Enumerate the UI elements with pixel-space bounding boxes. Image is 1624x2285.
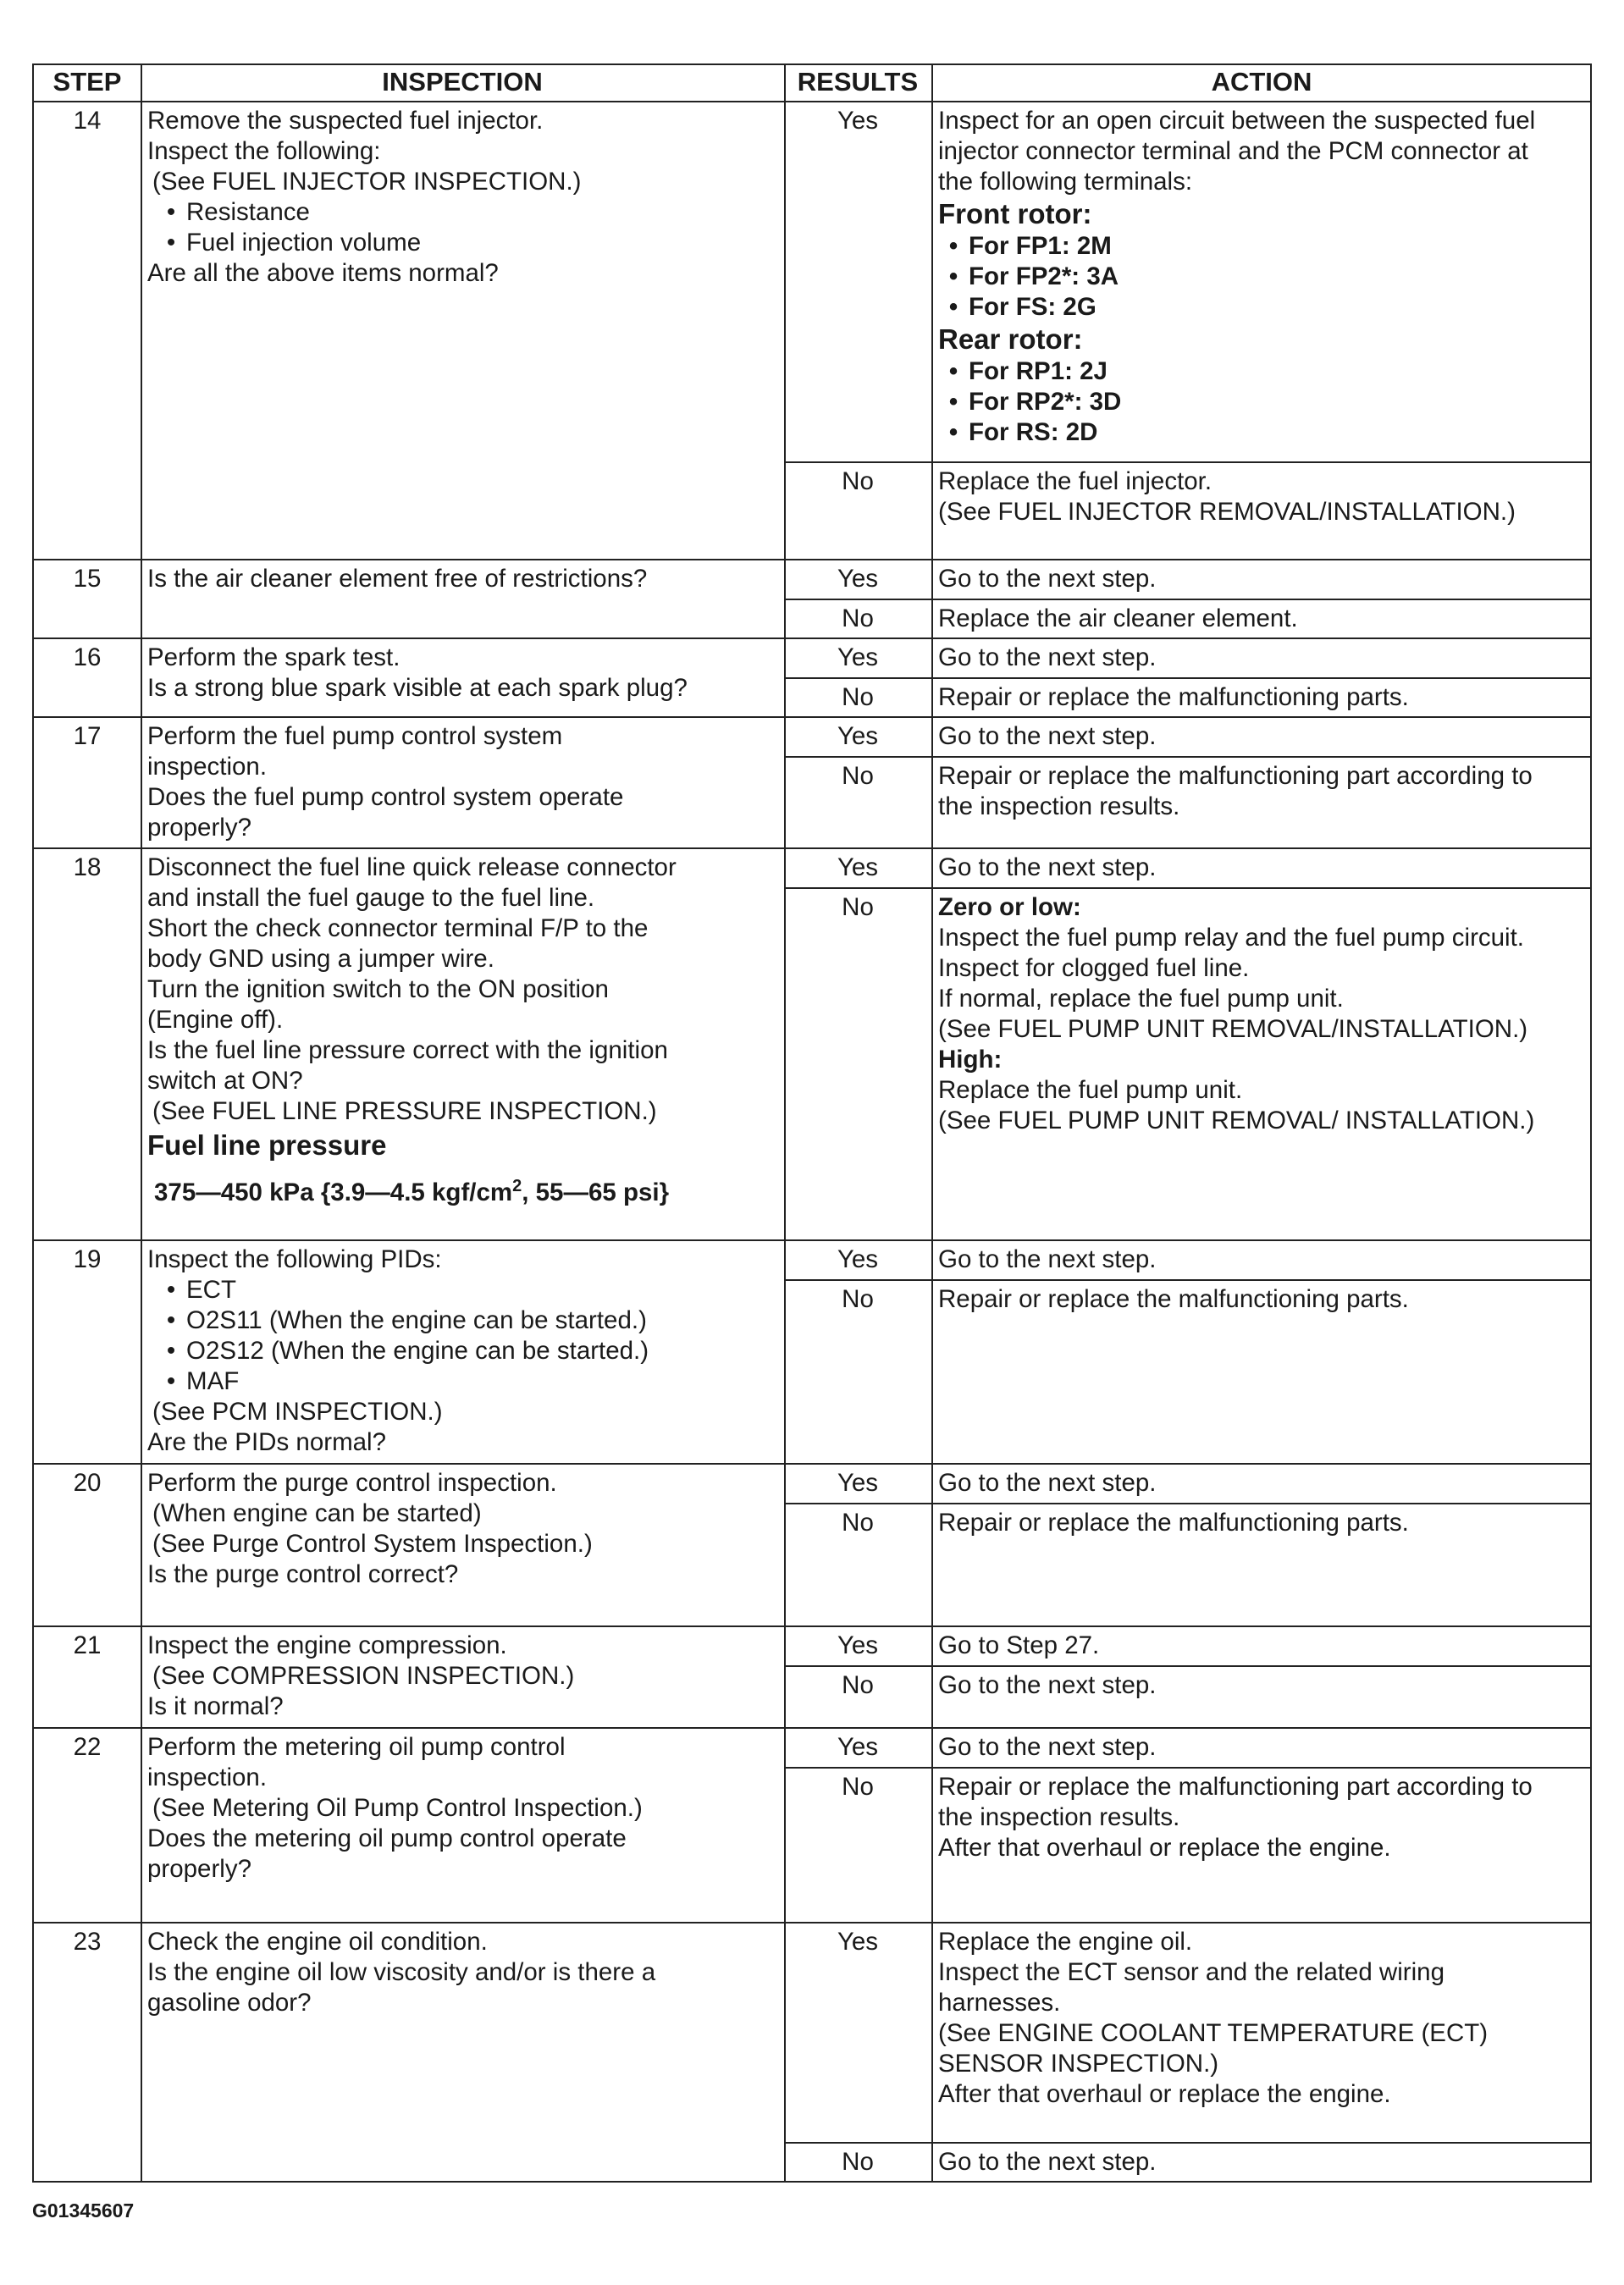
terminal-item: • For RP1: 2J [938,356,1585,387]
inspection-line: and install the fuel gauge to the fuel line. [147,884,595,912]
fuel-pressure-heading: Fuel line pressure [147,1129,387,1161]
action-line: Replace the fuel injector. [938,467,1212,495]
result-yes: Yes [837,853,879,881]
action-cell [931,1772,1592,1863]
action-line: Inspect the fuel pump relay and the fuel pump circuit. [938,924,1524,952]
result-yes: Yes [837,1245,879,1273]
action-line: (See FUEL PUMP UNIT REMOVAL/ INSTALLATION.) [938,1107,1535,1134]
step-number: 16 [73,643,102,671]
row-divider [34,1463,1590,1465]
fuel-pressure-value [147,1171,777,1208]
result-yes: Yes [837,565,879,593]
action-line: If normal, replace the fuel pump unit. [938,985,1344,1013]
zero-low-heading: Zero or low: [938,893,1081,921]
inspection-cell [141,853,784,1208]
inspection-line: Short the check connector terminal F/P to the [147,914,649,942]
action-cell [931,1927,1592,2110]
action-line: Repair or replace the malfunctioning part according to [938,762,1533,790]
action-line: Inspect for an open circuit between the suspected fuel [938,107,1536,135]
inspection-bullet: • O2S11 (When the engine can be started.) [147,1305,777,1336]
inspection-line: Is it normal? [147,1692,284,1720]
action-line: Repair or replace the malfunctioning parts. [938,1509,1409,1537]
inspection-line: (See FUEL LINE PRESSURE INSPECTION.) [152,1097,657,1125]
result-yes: Yes [837,643,879,671]
row-divider [34,1922,1590,1923]
action-line: Go to the next step. [938,1733,1157,1761]
header-inspection: INSPECTION [382,67,543,97]
sub-row-divider [784,599,1590,600]
sub-row-divider [784,1503,1590,1504]
inspection-line: Does the fuel pump control system operate [147,783,624,811]
row-divider [34,1625,1590,1627]
inspection-bullet: • Fuel injection volume [147,228,777,258]
sub-row-divider [784,461,1590,463]
step-number: 23 [73,1928,102,1956]
result-no: No [842,1509,874,1537]
row-divider [34,847,1590,849]
header-results: RESULTS [797,67,919,97]
step-number: 21 [73,1631,102,1659]
diagnostic-table [32,63,1592,2183]
row-divider [34,1239,1590,1241]
inspection-line: Turn the ignition switch to the ON position [147,975,609,1003]
rear-rotor-heading: Rear rotor: [938,323,1083,355]
terminal-item: • For FS: 2G [938,292,1585,323]
inspection-cell [141,1631,784,1722]
sub-row-divider [784,756,1590,758]
inspection-line: Are the PIDs normal? [147,1428,387,1456]
result-no: No [842,1773,874,1801]
action-line: Go to the next step. [938,1671,1157,1699]
action-line: the inspection results. [938,1803,1180,1831]
inspection-line: Inspect the following: [147,137,381,165]
step-number: 19 [73,1245,102,1273]
row-divider [34,637,1590,639]
result-yes: Yes [837,1469,879,1497]
action-line: Go to the next step. [938,643,1157,671]
inspection-line: Is the fuel line pressure correct with the ignition [147,1036,668,1064]
figure-code: G01345607 [32,2199,135,2222]
action-line: SENSOR INSPECTION.) [938,2050,1219,2078]
result-yes: Yes [837,722,879,750]
inspection-line: Is the air cleaner element free of restrictions? [147,565,648,593]
result-no: No [842,1285,874,1313]
inspection-line: properly? [147,814,251,842]
action-line: After that overhaul or replace the engine. [938,2080,1391,2108]
result-no: No [842,604,874,632]
result-no: No [842,1671,874,1699]
step-number: 14 [73,107,102,135]
inspection-line: (See Purge Control System Inspection.) [152,1530,593,1558]
inspection-line: inspection. [147,1763,268,1791]
inspection-bullet: • ECT [147,1275,777,1305]
pressure-value-part: , 55—65 psi} [522,1178,670,1206]
inspection-line: Perform the fuel pump control system [147,722,563,750]
action-line: Go to the next step. [938,1245,1157,1273]
inspection-line: body GND using a jumper wire. [147,945,494,973]
action-line: (See FUEL PUMP UNIT REMOVAL/INSTALLATION.) [938,1015,1528,1043]
sub-row-divider [784,1665,1590,1667]
inspection-line: Perform the spark test. [147,643,400,671]
step-number: 22 [73,1733,102,1761]
sub-row-divider [784,2142,1590,2144]
inspection-cell [141,1732,784,1885]
action-line: Go to the next step. [938,2148,1157,2176]
row-divider [34,1727,1590,1729]
action-line: harnesses. [938,1989,1061,2017]
result-no: No [842,467,874,495]
action-cell [931,761,1592,822]
action-line: Replace the engine oil. [938,1928,1193,1956]
inspection-line: gasoline odor? [147,1989,312,2017]
result-no: No [842,762,874,790]
col-divider [784,65,786,2181]
action-line: Inspect the ECT sensor and the related wiring [938,1958,1444,1986]
action-line: injector connector terminal and the PCM connector at [938,137,1528,165]
terminal-item: • For FP2*: 3A [938,262,1585,292]
result-no: No [842,2148,874,2176]
inspection-line: properly? [147,1855,251,1883]
pressure-value-part: 375—450 kPa {3.9—4.5 kgf/cm [154,1178,513,1206]
inspection-bullet: • Resistance [147,197,777,228]
inspection-line: (See FUEL INJECTOR INSPECTION.) [152,168,582,196]
inspection-line: Remove the suspected fuel injector. [147,107,544,135]
inspection-line: Does the metering oil pump control operate [147,1824,627,1852]
inspection-line: (See Metering Oil Pump Control Inspection.) [152,1794,643,1822]
action-line: Repair or replace the malfunctioning parts. [938,1285,1409,1313]
inspection-cell [141,643,784,704]
inspection-cell [141,721,784,843]
inspection-line: inspection. [147,753,268,781]
result-yes: Yes [837,107,879,135]
inspection-line: Perform the purge control inspection. [147,1469,557,1497]
step-number: 17 [73,722,102,750]
inspection-bullet: • MAF [147,1366,777,1397]
action-line: Repair or replace the malfunctioning parts. [938,683,1409,711]
action-line: (See ENGINE COOLANT TEMPERATURE (ECT) [938,2019,1489,2047]
inspection-line: Inspect the engine compression. [147,1631,507,1659]
inspection-cell [141,1245,784,1458]
action-line: Go to the next step. [938,853,1157,881]
row-divider [34,559,1590,560]
sub-row-divider [784,887,1590,889]
inspection-line: (See COMPRESSION INSPECTION.) [152,1662,575,1690]
action-cell [931,106,1592,448]
inspection-cell [141,1927,784,2018]
inspection-line: (Engine off). [147,1006,284,1034]
high-heading: High: [938,1046,1003,1074]
action-line: Go to Step 27. [938,1631,1100,1659]
action-line: Inspect for clogged fuel line. [938,954,1250,982]
inspection-cell [141,106,784,289]
result-yes: Yes [837,1928,879,1956]
terminal-item: • For FP1: 2M [938,231,1585,262]
inspection-cell [141,564,784,594]
inspection-line: Check the engine oil condition. [147,1928,488,1956]
step-number: 15 [73,565,102,593]
inspection-line: Perform the metering oil pump control [147,1733,566,1761]
inspection-cell [141,1468,784,1590]
action-line: Replace the air cleaner element. [938,604,1298,632]
header-action: ACTION [1211,67,1312,97]
action-line: the following terminals: [938,168,1193,196]
inspection-line: switch at ON? [147,1067,303,1095]
sub-row-divider [784,1279,1590,1281]
header-step: STEP [52,67,122,97]
action-line: Go to the next step. [938,722,1157,750]
inspection-line: Inspect the following PIDs: [147,1245,442,1273]
result-no: No [842,683,874,711]
inspection-line: Are all the above items normal? [147,259,499,287]
inspection-line: Is the engine oil low viscosity and/or is there a [147,1958,656,1986]
action-line: Repair or replace the malfunctioning part according to [938,1773,1533,1801]
sub-row-divider [784,677,1590,679]
inspection-line: Is the purge control correct? [147,1560,459,1588]
step-number: 20 [73,1469,102,1497]
action-line: Replace the fuel pump unit. [938,1076,1243,1104]
inspection-line: Disconnect the fuel line quick release connector [147,853,677,881]
result-yes: Yes [837,1733,879,1761]
terminal-item: • For RS: 2D [938,417,1585,448]
terminal-item: • For RP2*: 3D [938,387,1585,417]
result-yes: Yes [837,1631,879,1659]
inspection-line: Is a strong blue spark visible at each spark plug? [147,674,688,702]
action-line: Go to the next step. [938,565,1157,593]
row-divider [34,101,1590,102]
action-line: Go to the next step. [938,1469,1157,1497]
action-cell [931,892,1592,1136]
pressure-superscript: 2 [512,1177,522,1195]
result-no: No [842,893,874,921]
action-cell [931,466,1592,527]
action-line: the inspection results. [938,792,1180,820]
sub-row-divider [784,1767,1590,1769]
inspection-line: (See PCM INSPECTION.) [152,1398,443,1426]
step-number: 18 [73,853,102,881]
inspection-bullet: • O2S12 (When the engine can be started.) [147,1336,777,1366]
inspection-line: (When engine can be started) [152,1499,482,1527]
front-rotor-heading: Front rotor: [938,198,1092,229]
action-line: After that overhaul or replace the engine. [938,1834,1391,1862]
action-line: (See FUEL INJECTOR REMOVAL/INSTALLATION.) [938,498,1516,526]
row-divider [34,716,1590,718]
